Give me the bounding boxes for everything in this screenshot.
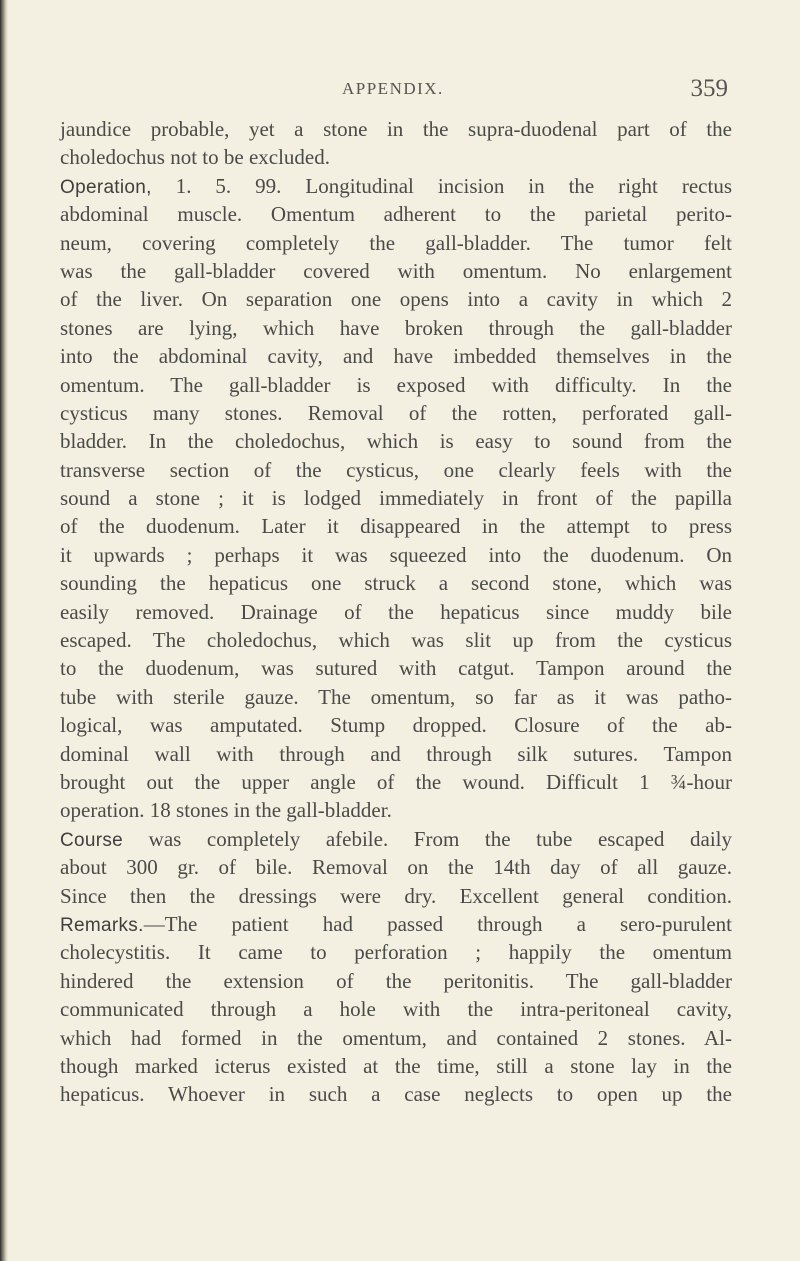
- text-line: operation. 18 stones in the gall-bladder.: [60, 798, 392, 823]
- text-line: of the duodenum. Later it disappeared in the attempt to press: [60, 514, 732, 539]
- page-binding-edge: [0, 0, 8, 1261]
- text-line: neum, covering completely the gall-bladder. The tumor felt: [60, 230, 732, 255]
- text-line: Since then the dressings were dry. Excellent general condition.: [60, 883, 732, 908]
- text-line: though marked icterus existed at the time, still a stone lay in the: [60, 1053, 732, 1078]
- text-line: of the liver. On separation one opens into a cavity in which 2: [60, 287, 732, 312]
- text-line: which had formed in the omentum, and contained 2 stones. Al-: [60, 1025, 732, 1050]
- text-line: sound a stone ; it is lodged immediately in front of the papilla: [60, 486, 732, 511]
- paragraph-course: [60, 825, 732, 910]
- text-line: logical, was amputated. Stump dropped. Closure of the ab-: [60, 713, 732, 738]
- text-line: dominal wall with through and through silk sutures. Tampon: [60, 741, 732, 766]
- paragraph-operation: [60, 172, 732, 825]
- text-line: hindered the extension of the peritonitis. The gall-bladder: [60, 968, 732, 993]
- text-line: easily removed. Drainage of the hepaticus since muddy bile: [60, 599, 732, 624]
- text-line: tube with sterile gauze. The omentum, so far as it was patho-: [60, 684, 732, 709]
- text-line: communicated through a hole with the intra-peritoneal cavity,: [60, 997, 732, 1022]
- text-line: [60, 825, 732, 853]
- text-line: omentum. The gall-bladder is exposed with difficulty. In the: [60, 372, 732, 397]
- body-text: [60, 115, 732, 1109]
- text-line: [60, 172, 732, 200]
- text-line: into the abdominal cavity, and have imbedded themselves in the: [60, 344, 732, 369]
- page-header: [60, 77, 730, 107]
- text-line: about 300 gr. of bile. Removal on the 14th day of all gauze.: [60, 855, 732, 880]
- text-line-rest: was completely afebile. From the tube escaped daily: [123, 826, 732, 851]
- text-line: sounding the hepaticus one struck a second stone, which was: [60, 571, 732, 596]
- text-line: jaundice probable, yet a stone in the supra-duodenal part of the: [60, 117, 732, 141]
- section-lead-course: Course: [60, 829, 124, 851]
- text-line: abdominal muscle. Omentum adherent to the parietal perito-: [60, 202, 732, 227]
- section-lead-operation: Operation,: [60, 176, 152, 198]
- text-line: [60, 910, 732, 938]
- text-line: to the duodenum, was sutured with catgut. Tampon around the: [60, 656, 732, 681]
- text-line: was the gall-bladder covered with omentum. No enlargement: [60, 258, 732, 283]
- text-line: cysticus many stones. Removal of the rotten, perforated gall-: [60, 400, 732, 425]
- running-head: APPENDIX.: [342, 79, 444, 98]
- page-number: 359: [690, 75, 728, 102]
- text-line: hepaticus. Whoever in such a case neglects to open up the: [60, 1082, 732, 1107]
- text-line: it upwards ; perhaps it was squeezed into the duodenum. On: [60, 542, 732, 567]
- text-line: escaped. The choledochus, which was slit up from the cysticus: [60, 628, 732, 653]
- text-line: cholecystitis. It came to perforation ; happily the omentum: [60, 940, 732, 965]
- paragraph-intro: [60, 115, 732, 172]
- section-lead-remarks: Remarks.: [60, 914, 144, 936]
- text-line: brought out the upper angle of the wound. Difficult 1 ¾-hour: [60, 769, 732, 794]
- text-line: choledochus not to be excluded.: [60, 145, 331, 170]
- text-line: transverse section of the cysticus, one clearly feels with the: [60, 457, 732, 482]
- text-line: bladder. In the choledochus, which is easy to sound from the: [60, 429, 732, 454]
- text-line-rest: 1. 5. 99. Longitudinal incision in the right rectus: [151, 173, 732, 198]
- paragraph-remarks: [60, 910, 732, 1109]
- text-line: stones are lying, which have broken through the gall-bladder: [60, 315, 732, 340]
- text-line-rest: —The patient had passed through a sero-purulent: [143, 911, 732, 936]
